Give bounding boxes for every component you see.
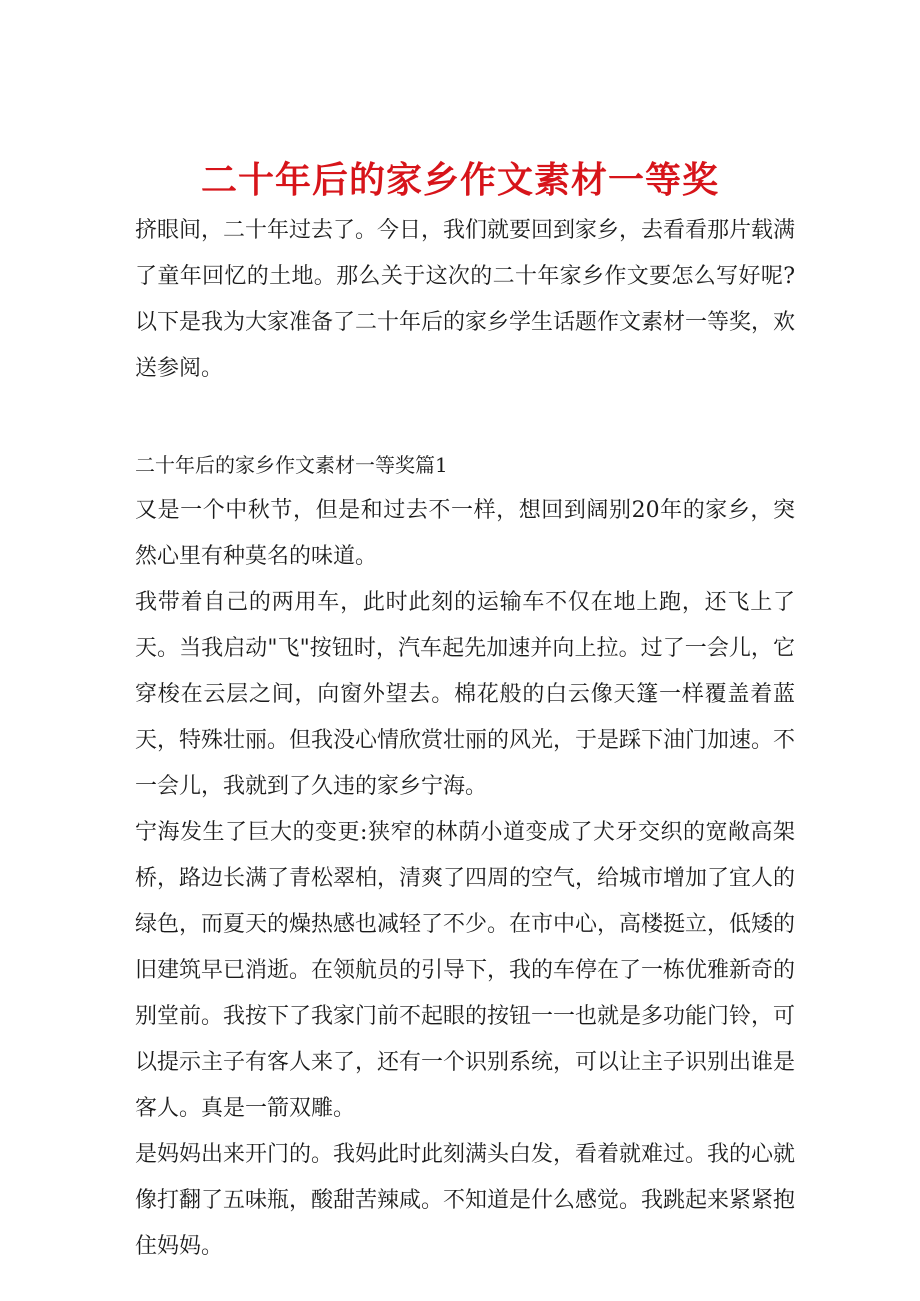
body-paragraph: 是妈妈出来开门的。我妈此时此刻满头白发，看着就难过。我的心就像打翻了五味瓶，酸甜苦辣咸。不知道是什么感觉。我跳起来紧紧抱住妈妈。 xyxy=(135,1142,796,1259)
body-paragraph: 我带着自己的两用车，此时此刻的运输车不仅在地上跑，还飞上了天。当我启动"飞"按钮时，汽车起先加速并向上拉。过了一会儿，它穿梭在云层之间，向窗外望去。棉花般的白云像天篷一样覆盖着蓝天，特殊壮丽。但我没心情欣赏壮丽的风光，于是踩下油门加速。不一会儿，我就到了久违的家乡宁海。 xyxy=(135,590,796,799)
body-paragraph: 宁海发生了巨大的变更:狭窄的林荫小道变成了犬牙交织的宽敞高架桥，路边长满了青松翠柏，清爽了四周的空气，给城市增加了宜人的绿色，而夏天的燥热感也减轻了不少。在市中心，高楼挺立，低矮的旧建筑早已消逝。在领航员的引导下，我的车停在了一栋优雅新奇的别堂前。我按下了我家门前不起眼的按钮一一也就是多功能门铃，可以提示主子有客人来了，还有一个识别系统，可以让主子识别出谁是客人。真是一箭双雕。 xyxy=(135,820,796,1121)
body-paragraph: 又是一个中秋节，但是和过去不一样，想回到阔别20年的家乡，突然心里有种莫名的味道。 xyxy=(135,498,795,569)
section-spacer xyxy=(135,392,795,442)
document-body xyxy=(135,208,795,1270)
document-title: 二十年后的家乡作文素材一等奖 xyxy=(200,159,719,202)
section-heading: 二十年后的家乡作文素材一等奖篇1 xyxy=(135,453,448,477)
intro-paragraph: 挤眼间，二十年过去了。今日，我们就要回到家乡，去看看那片载满了童年回忆的土地。那么关于这次的二十年家乡作文要怎么写好呢?以下是我为大家准备了二十年后的家乡学生话题作文素材一等奖，欢送参阅。 xyxy=(135,218,796,381)
